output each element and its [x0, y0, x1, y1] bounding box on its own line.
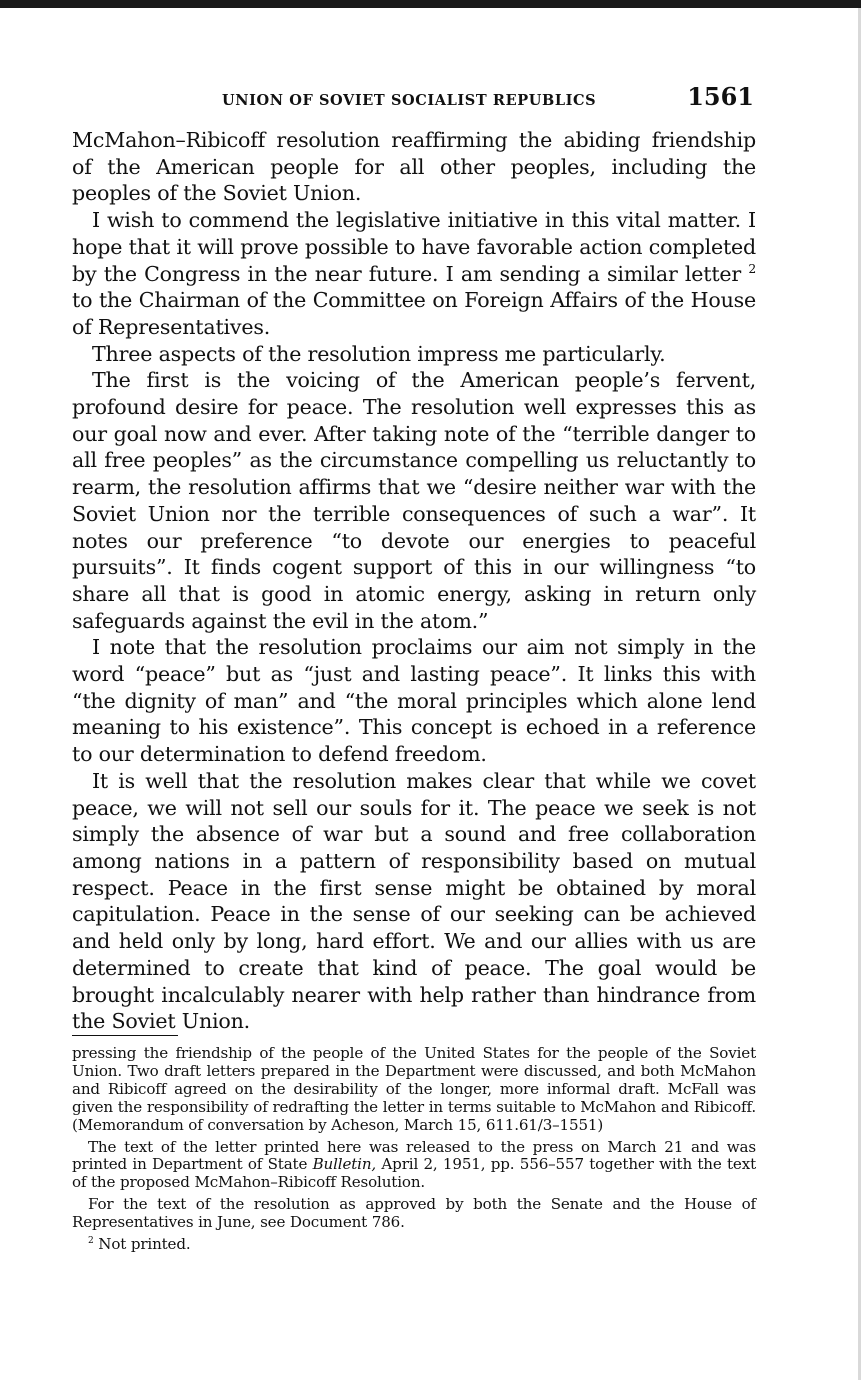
paragraph-5: I note that the resolution proclaims our aim not simply in the word “peace” but as “just and lasting peace”. It links this with “the dignity of man” and “the moral principles which alone lend meaning to his existence”. This concept is echoed in a reference to our determination to defend freedom.: [72, 635, 756, 767]
page-header: [72, 84, 756, 116]
top-border: [0, 0, 861, 8]
footnote-release-text-b: April 2, 1951, pp. 556–557 together with the text of the proposed McMahon–Ribicoff Resolution.: [72, 1155, 756, 1192]
paragraph-2: [72, 207, 756, 341]
body-text: [72, 127, 756, 1035]
paragraph-1: McMahon–Ribicoff resolution reaffirming the abiding friendship of the American people for all other peoples, including the peoples of the Soviet Union.: [72, 128, 756, 206]
footnote-continued: pressing the friendship of the people of the United States for the people of the Soviet Union. Two draft letters prepared in the Department were discussed, and both McMahon and Ribicoff agreed on the desirability of the longer, more informal draft. McFall was given the responsibility of redrafting the letter in terms suitable to McMahon and Ribicoff. (Memorandum of conversation by Acheson, March 15, 611.61/3–1551): [72, 1044, 756, 1134]
footnotes: [72, 1045, 756, 1254]
paragraph-6: It is well that the resolution makes clear that while we covet peace, we will not sell our souls for it. The peace we seek is not simply the absence of war but a sound and free collaboration among nations in a pattern of responsibility based on mutual respect. Peace in the first sense might be obtained by moral capitulation. Peace in the sense of our seeking can be achieved and held only by long, hard effort. We and our allies with us are determined to create that kind of peace. The goal would be brought incalculably nearer with help rather than hindrance from the Soviet Union.: [72, 768, 756, 1034]
footnote-2-text: Not printed.: [93, 1235, 191, 1254]
footnote-release: [72, 1139, 756, 1193]
page-number: 1561: [687, 82, 754, 111]
footnote-resolution: For the text of the resolution as approved by both the Senate and the House of Representatives in June, see Document 786.: [72, 1195, 756, 1232]
paragraph-2-text-a: I wish to commend the legislative initiative in this vital matter. I hope that it will prove possible to have favorable action completed by the Congress in the near future. I am sending a similar letter: [72, 208, 756, 286]
bulletin-title: Bulletin,: [312, 1155, 377, 1174]
footnote-2-mark: 2: [88, 1236, 94, 1247]
running-head: UNION OF SOVIET SOCIALIST REPUBLICS: [222, 92, 597, 109]
footnote-2: [72, 1236, 756, 1254]
paragraph-3: Three aspects of the resolution impress me particularly.: [92, 341, 666, 366]
footnote-divider: [72, 1035, 178, 1036]
paragraph-2-text-b: to the Chairman of the Committee on Foreign Affairs of the House of Representatives.: [72, 288, 756, 339]
footnote-release-text-a: The text of the letter printed here was released to the press on March 21 and was printed in Department of State: [72, 1137, 756, 1174]
footnote-ref-2: 2: [748, 261, 756, 276]
paragraph-4: The first is the voicing of the American people’s fervent, profound desire for peace. The resolution well expresses this as our goal now and ever. After taking note of the “terrible danger to all free peoples” as the circumstance compelling us reluctantly to rearm, the resolution affirms that we “desire neither war with the Soviet Union nor the terrible consequences of such a war”. It notes our preference “to devote our energies to peaceful pursuits”. It finds cogent support of this in our willingness “to share all that is good in atomic energy, asking in return only safeguards against the evil in the atom.”: [72, 368, 756, 633]
